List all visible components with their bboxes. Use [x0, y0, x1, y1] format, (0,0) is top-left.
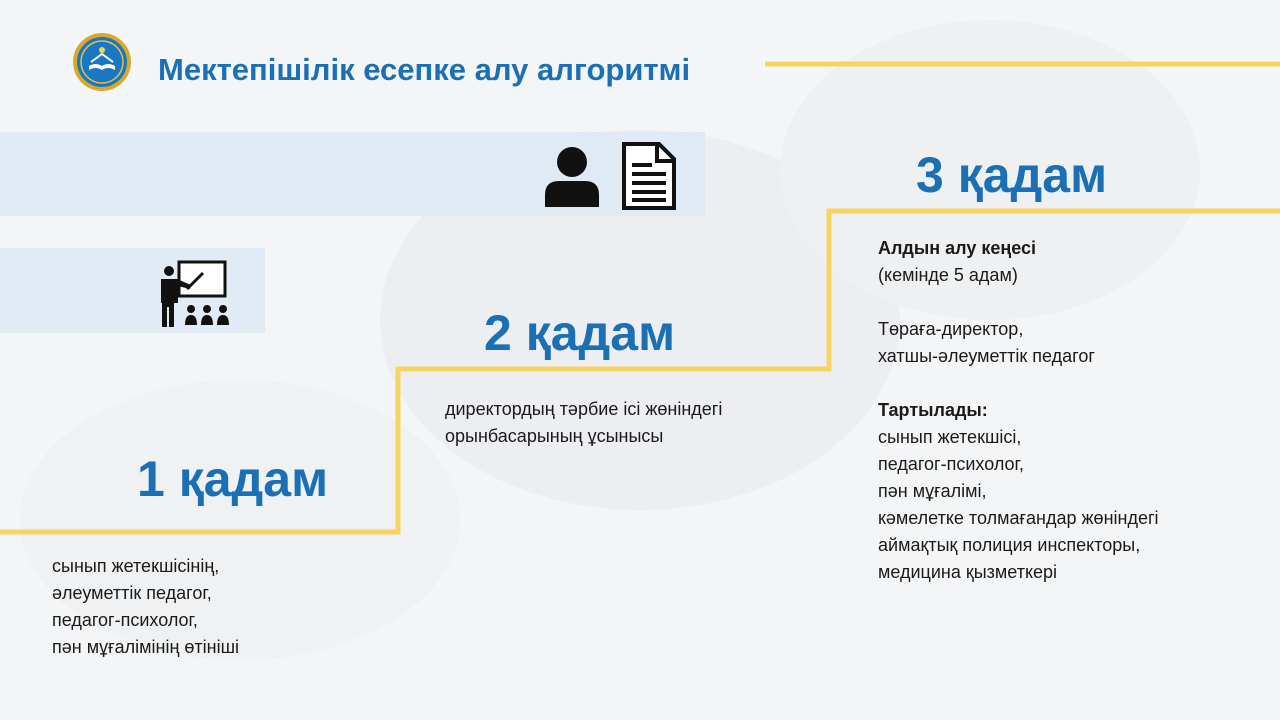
step-1-description	[52, 553, 239, 661]
document-icon	[621, 141, 677, 211]
step-3-involved-item: пән мұғалімі,	[878, 481, 987, 501]
step-3-member: Төраға-директор,	[878, 319, 1024, 339]
step-2-line: орынбасарының ұсынысы	[445, 426, 664, 446]
step-3-involved-item: педагог-психолог,	[878, 454, 1024, 474]
step-2-title: 2 қадам	[484, 305, 676, 361]
step-1-line: сынып жетекшісінің,	[52, 556, 220, 576]
step-3-description	[878, 235, 1159, 586]
step-1-line: пән мұғалімінің өтініші	[52, 637, 240, 657]
teacher-board-icon	[157, 259, 235, 329]
step-3-involved-item: медицина қызметкері	[878, 562, 1058, 582]
step-3-involved-item: кәмелетке толмағандар жөніндегі	[878, 508, 1159, 528]
step-3-involved-heading: Тартылады:	[878, 400, 988, 420]
step-1-title: 1 қадам	[137, 451, 329, 507]
page-title: Мектепішілік есепке алу алгоритмі	[158, 52, 691, 87]
step-1-line: педагог-психолог,	[52, 610, 198, 630]
step-2-line: директордың тәрбие ісі жөніндегі	[445, 399, 723, 419]
step-1-line: әлеуметтік педагог,	[52, 583, 212, 603]
person-icon	[543, 145, 601, 207]
step-3-heading: Алдын алу кеңесі	[878, 238, 1037, 258]
step-3-involved-item: аймақтық полиция инспекторы,	[878, 535, 1141, 555]
step-3-subheading: (кемінде 5 адам)	[878, 265, 1018, 285]
step-3-member: хатшы-әлеуметтік педагог	[878, 346, 1095, 366]
step-2-description	[445, 396, 722, 450]
step-3-title: 3 қадам	[916, 147, 1108, 203]
step-3-involved-item: сынып жетекшісі,	[878, 427, 1022, 447]
